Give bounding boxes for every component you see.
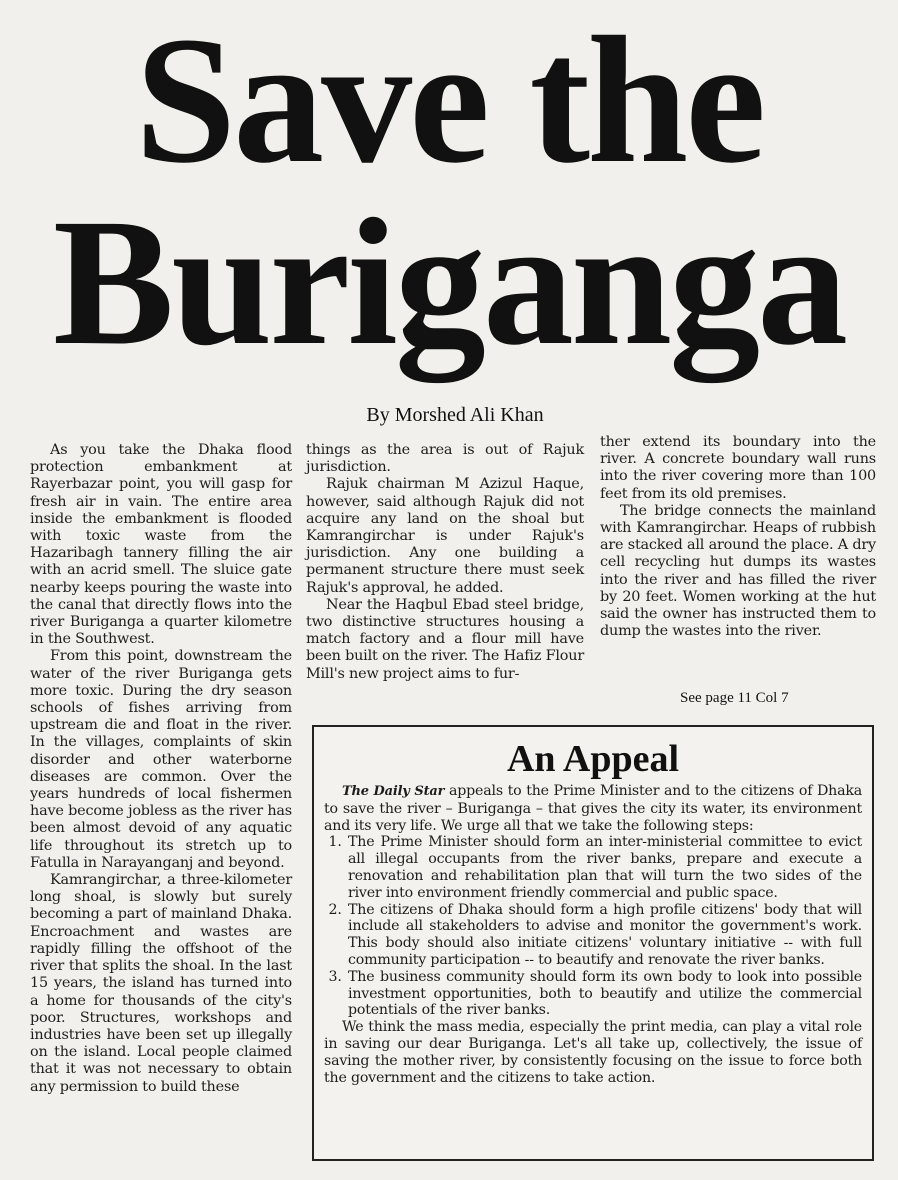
continuation-note: See page 11 Col 7 xyxy=(680,690,789,706)
paragraph: As you take the Dhaka flood protection embankment at Rayerbazar point, you will gasp for fresh air in vain. The entire area inside the embankment is flooded with toxic waste from the Hazaribagh tannery filling the air with an acrid smell. The sluice gate nearby keeps pouring the waste into the canal that directly flows into the river Buriganga a quarter kilometre in the Southwest. xyxy=(30,442,292,648)
paragraph: Rajuk chairman M Azizul Haque, however, said although Rajuk did not acquire any land on the shoal but Kamrangirchar is under Rajuk's jurisdiction. Any one building a permanent structure there must seek Rajuk's approval, he added. xyxy=(306,476,584,596)
appeal-closing: We think the mass media, especially the print media, can play a vital role in saving our dear Buriganga. Let's all take up, collectively, the issue of saving the mother river, by consistently focusing on the issue to force both the government and the citizens to take action. xyxy=(324,1019,862,1086)
paragraph: Near the Haqbul Ebad steel bridge, two distinctive structures housing a match factory and a flour mill have been built on the river. The Hafiz Flour Mill's new project aims to fur- xyxy=(306,596,584,682)
paragraph: Kamrangirchar, a three-kilometer long shoal, is slowly but surely becoming a part of mainland Dhaka. Encroachment and wastes are rapidly filling the offshoot of the river that splits the shoal. In the last 15 years, the island has turned into a home for thousands of the city's poor. Structures, workshops and industries have been set up illegally on the island. Local people claimed that it was not necessary to obtain any permission to build these xyxy=(30,872,292,1095)
appeal-intro: The Daily Star appeals to the Prime Minister and to the citizens of Dhaka to save the river – Buriganga – that gives the city its water, its environment and its very life. We urge all that we take the following steps: xyxy=(324,783,863,834)
list-item: 1. The Prime Minister should form an inter-ministerial committee to evict all illegal occupants from the river banks, prepare and execute a renovation and rehabilitation plan that will turn the two sides of the river into environment friendly commercial and public space. xyxy=(346,834,862,901)
list-item: 3. The business community should form its own body to look into possible investment opportunities, both to beautify and utilize the commercial potentials of the river banks. xyxy=(346,969,862,1019)
paragraph: The bridge connects the mainland with Kamrangirchar. Heaps of rubbish are stacked all around the place. A dry cell recycling hut dumps its wastes into the river and has filled the river by 20 feet. Women working at the hut said the owner has instructed them to dump the wastes into the river. xyxy=(600,502,876,640)
paragraph: ther extend its boundary into the river. A concrete boundary wall runs into the river covering more than 100 feet from its old premises. xyxy=(600,434,876,502)
headline-line-1: Save the xyxy=(134,0,764,201)
paragraph: From this point, downstream the water of the river Buriganga gets more toxic. During the dry season schools of fishes arriving from upstream die and float in the river. In the villages, complaints of skin disorder and other waterborne diseases are common. Over the years hundreds of local fishermen have become jobless as the river has been almost devoid of any aquatic life throughout its stretch up to Fatulla in Narayanganj and beyond. xyxy=(30,648,292,871)
appeal-box xyxy=(312,725,874,1161)
masthead-logo: The Daily Star xyxy=(342,784,445,799)
appeal-steps xyxy=(324,834,862,1019)
article-column-1 xyxy=(30,442,292,1096)
appeal-title: An Appeal xyxy=(506,738,680,780)
paragraph: things as the area is out of Rajuk jurisdiction. xyxy=(306,442,584,476)
byline: By Morshed Ali Khan xyxy=(366,404,544,426)
headline-line-2: Buriganga xyxy=(52,182,846,383)
article-column-2 xyxy=(306,442,584,683)
appeal-body xyxy=(324,783,862,1086)
article-column-3 xyxy=(600,434,876,640)
list-item: 2. The citizens of Dhaka should form a high profile citizens' body that will include all stakeholders to advise and monitor the government's work. This body should also initiate citizens' voluntary initiative -- with full community participation -- to beautify and renovate the river banks. xyxy=(346,902,862,969)
